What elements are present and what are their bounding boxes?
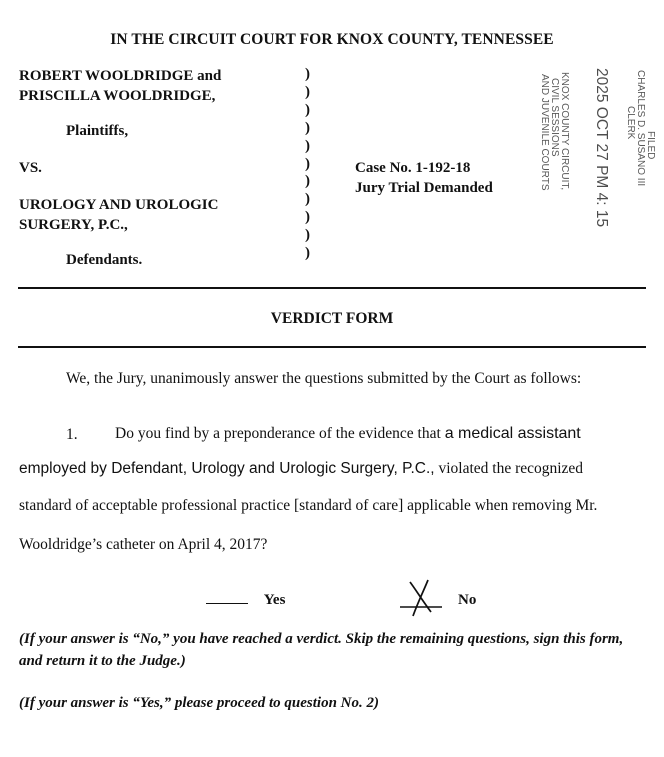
instruction-if-no: (If your answer is “No,” you have reached a verdict. Skip the remaining questions, sign this form, and return it to the Judge.) (19, 631, 624, 669)
question-1-line-1-sans: a medical assistant (444, 425, 581, 442)
question-1-number: 1. (66, 426, 78, 443)
plaintiffs-label: Plaintiffs, (66, 123, 129, 139)
question-1-line-2-text: violated the recognized (434, 460, 584, 477)
paren: ) (305, 83, 310, 100)
stamp-court-line-2: CIVIL SESSIONS (549, 78, 560, 157)
instruction-if-yes: (If your answer is “Yes,” please proceed to question No. 2) (19, 695, 379, 711)
defendant-line-2: SURGERY, P.C., (19, 217, 128, 233)
paren: ) (305, 155, 310, 172)
versus-label: VS. (19, 160, 42, 176)
defendant-line-1: UROLOGY AND UROLOGIC (19, 197, 219, 213)
verdict-form-title: VERDICT FORM (270, 310, 394, 327)
question-1-line-4: Wooldridge’s catheter on April 4, 2017? (19, 536, 268, 553)
filed-stamp (520, 66, 660, 236)
case-info (355, 158, 493, 198)
court-header: IN THE CIRCUIT COURT FOR KNOX COUNTY, TENNESSEE (110, 31, 554, 48)
stamp-filed: FILED (645, 131, 656, 160)
yes-label: Yes (263, 592, 286, 608)
question-1-line-1 (115, 425, 581, 443)
plaintiff-line-2: PRISCILLA WOOLDRIDGE, (19, 88, 216, 104)
top-divider (18, 287, 646, 289)
defendants-label: Defendants. (66, 252, 143, 268)
plaintiff-names (19, 66, 221, 106)
paren: ) (305, 137, 310, 154)
stamp-court-line-1: KNOX COUNTY CIRCUIT, (559, 72, 570, 191)
yes-blank[interactable] (206, 603, 248, 604)
question-1-line-2-sans: employed by Defendant, Urology and Urologic Surgery, P.C., (19, 460, 435, 477)
jury-intro: We, the Jury, unanimously answer the questions submitted by the Court as follows: (66, 370, 582, 387)
question-1-line-3: standard of acceptable professional practice [standard of care] applicable when removing Mr. (19, 497, 598, 514)
paren: ) (305, 101, 310, 118)
answer-yes[interactable] (206, 592, 285, 609)
answer-no-mark[interactable] (398, 578, 444, 618)
plaintiff-line-1: ROBERT WOOLDRIDGE and (19, 68, 222, 84)
caption-parenthesis-column (305, 66, 319, 263)
stamp-court-line-3: AND JUVENILE COURTS (539, 74, 550, 191)
jury-demand: Jury Trial Demanded (355, 180, 493, 196)
question-1-line-2 (19, 460, 583, 478)
question-1-line-1-text: Do you find by a preponderance of the evidence that (115, 425, 445, 442)
case-number: Case No. 1-192-18 (355, 160, 471, 176)
defendant-names (19, 195, 218, 235)
paren: ) (305, 245, 310, 262)
no-label: No (458, 592, 477, 608)
paren: ) (305, 191, 310, 208)
bottom-divider (18, 346, 646, 348)
paren: ) (305, 209, 310, 226)
stamp-clerk-name: CHARLES D. SUSANO III (635, 70, 646, 187)
paren: ) (305, 173, 310, 190)
paren: ) (305, 227, 310, 244)
stamp-timestamp: 2025 OCT 27 PM 4: 15 (593, 68, 610, 228)
stamp-clerk-title: CLERK (625, 106, 636, 140)
paren: ) (305, 66, 310, 82)
paren: ) (305, 119, 310, 136)
handwritten-x-mark-icon (398, 578, 444, 618)
